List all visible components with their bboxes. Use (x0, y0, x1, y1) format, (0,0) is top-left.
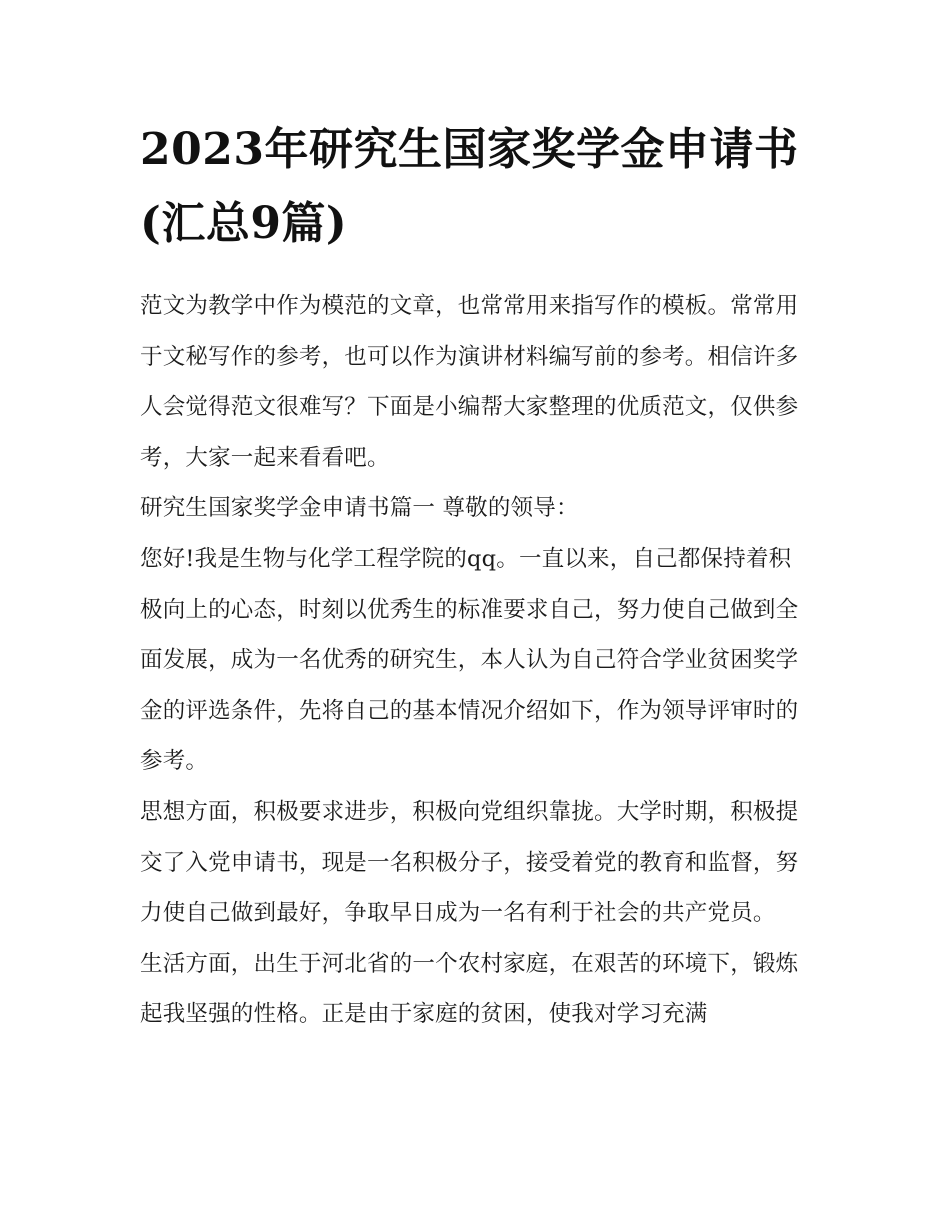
paragraph-ideology: 思想方面，积极要求进步，积极向党组织靠拢。大学时期，积极提交了入党申请书，现是一名积极分子，接受着党的教育和监督，努力使自己做到最好，争取早日成为一名有利于社会的共产党员。 (140, 798, 799, 927)
paragraph-life: 生活方面，出生于河北省的一个农村家庭，在艰苦的环境下，锻炼起我坚强的性格。正是由于家庭的贫困，使我对学习充满 (140, 950, 799, 1028)
document-title: 2023年研究生国家奖学金申请书(汇总9篇) (140, 124, 799, 249)
document-body (140, 281, 812, 1040)
paragraph-self-introduction: 您好!我是生物与化学工程学院的qq。一直以来，自己都保持着积极向上的心态，时刻以优秀生的标准要求自己，努力使自己做到全面发展，成为一名优秀的研究生，本人认为自己符合学业贫困奖学金的评选条件，先将自己的基本情况介绍如下，作为领导评审时的参考。 (140, 545, 799, 775)
paragraph-intro: 范文为教学中作为模范的文章，也常常用来指写作的模板。常常用于文秘写作的参考，也可以作为演讲材料编写前的参考。相信许多人会觉得范文很难写？下面是小编帮大家整理的优质范文，仅供参考，大家一起来看看吧。 (140, 293, 799, 471)
paragraph-section-heading: 研究生国家奖学金申请书篇一 尊敬的领导： (140, 495, 579, 522)
